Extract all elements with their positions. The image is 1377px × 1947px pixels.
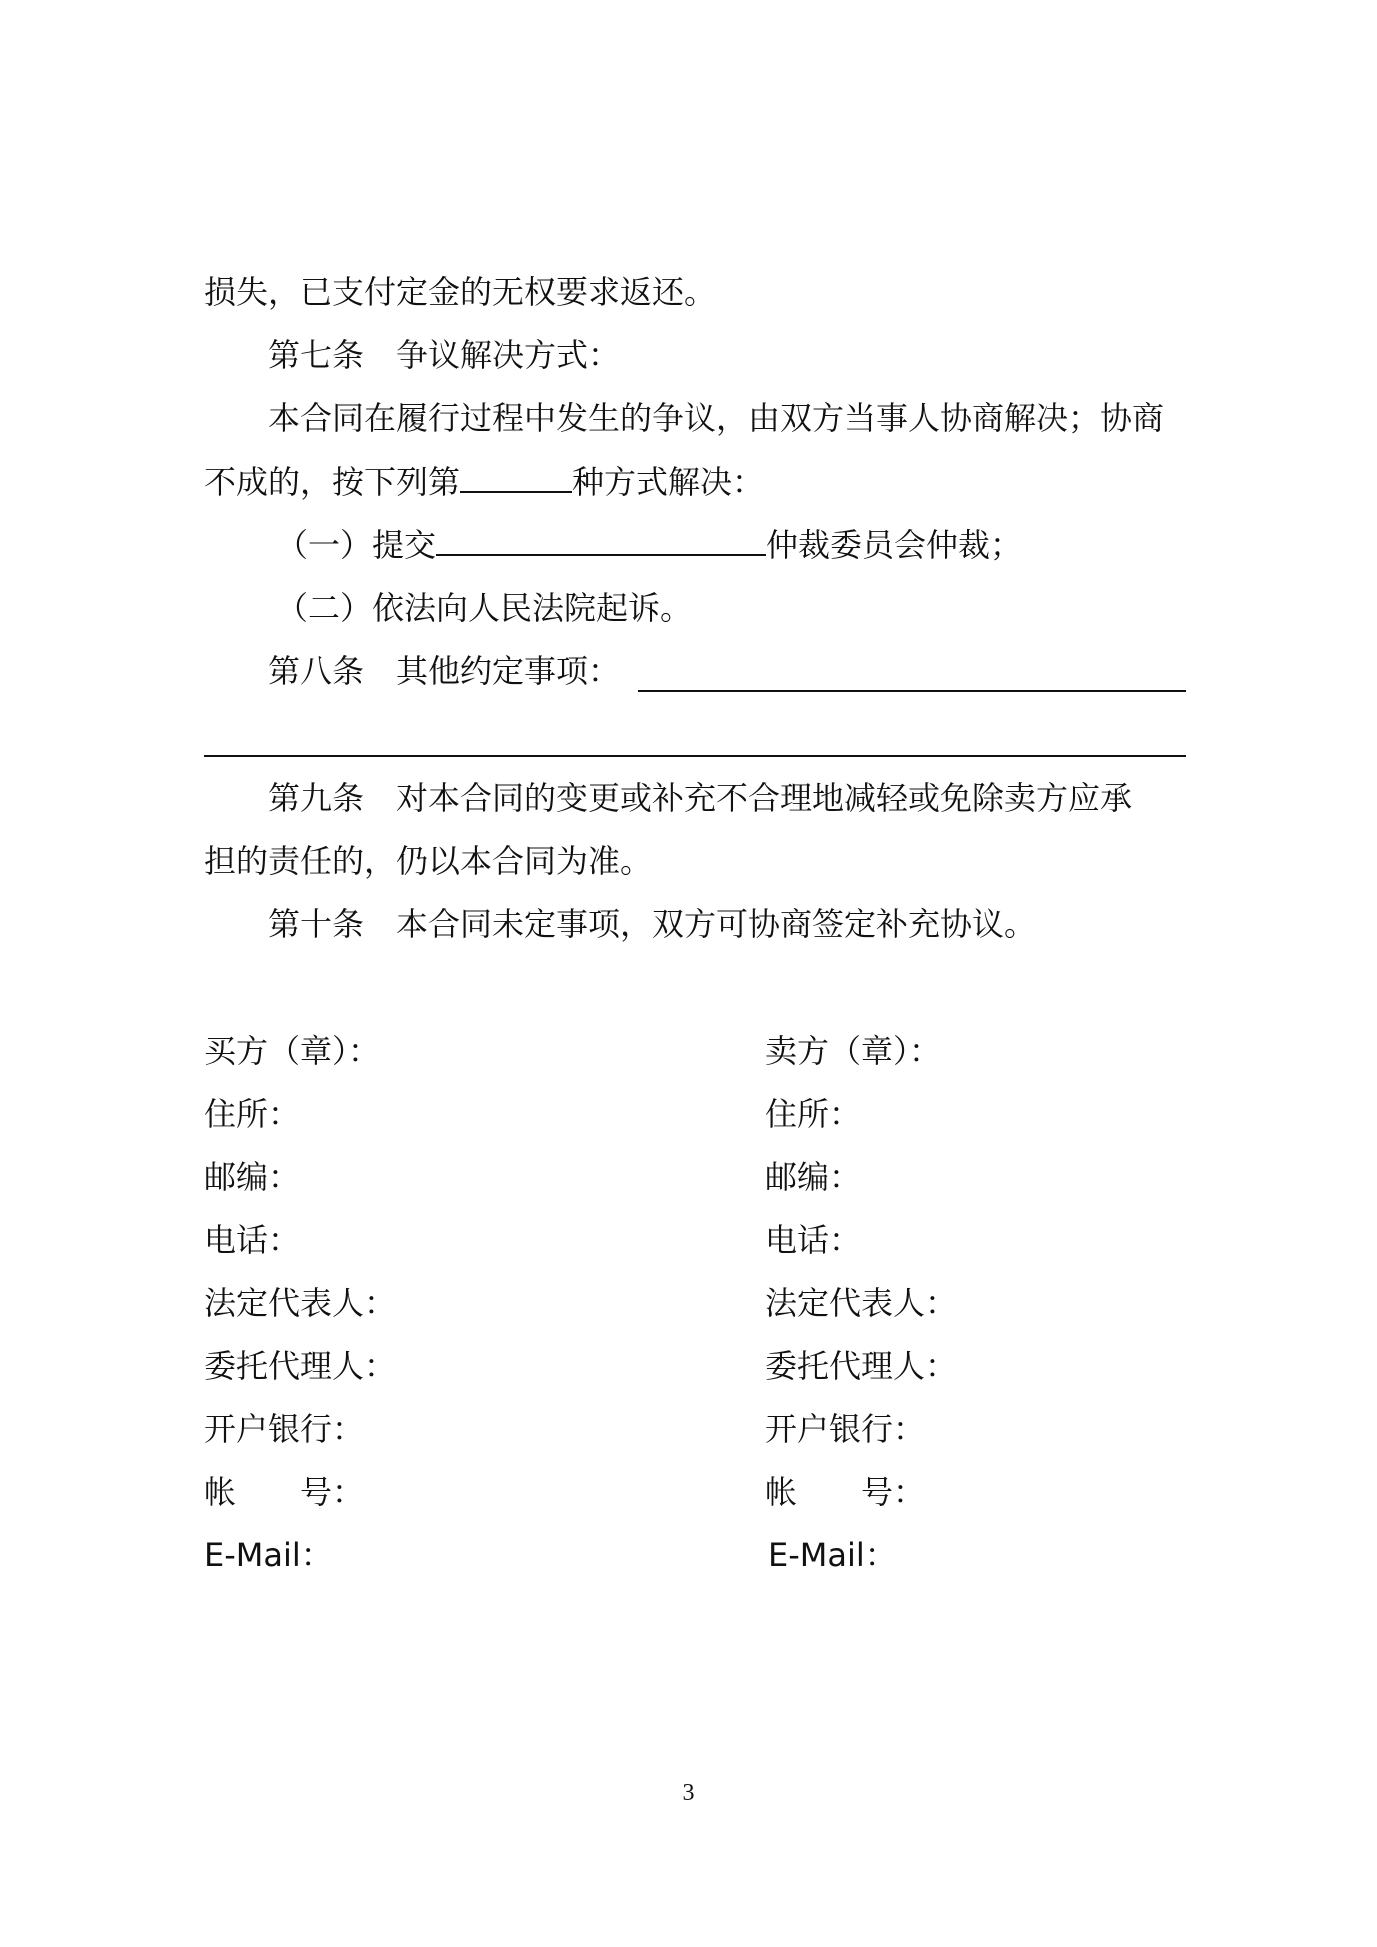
article-7-title: 争议解决方式： <box>396 336 621 374</box>
other-terms-blank-line-1 <box>638 690 1186 692</box>
seller-postcode-label: 邮编： <box>765 1158 862 1196</box>
article-7-text-1: 本合同在履行过程中发生的争议，由双方当事人协商解决；协商 <box>268 399 1165 437</box>
page-number: 3 <box>682 1780 695 1806</box>
buyer-postcode-label: 邮编： <box>204 1158 301 1196</box>
seller-address-label: 住所： <box>765 1095 862 1133</box>
option-1-text-b: 仲裁委员会仲裁； <box>766 526 1023 564</box>
article-9-text-1: 对本合同的变更或补充不合理地减轻或免除卖方应承 <box>396 779 1133 817</box>
article-10 <box>268 904 1036 944</box>
article-9-number: 第九条 <box>268 779 365 817</box>
buyer-party-label: 买方（章）： <box>204 1032 381 1070</box>
article-7-text-2a: 不成的，按下列第 <box>204 463 461 501</box>
buyer-address-label: 住所： <box>204 1095 301 1133</box>
buyer-phone-label: 电话： <box>204 1221 301 1259</box>
seller-account-label <box>765 1472 925 1512</box>
seller-email-label: E-Mail： <box>768 1536 897 1574</box>
buyer-account-label <box>204 1472 364 1512</box>
article-7-heading <box>268 335 620 375</box>
option-2-text: （二）依法向人民法院起诉。 <box>276 589 693 627</box>
buyer-legal-rep-label: 法定代表人： <box>204 1284 397 1322</box>
buyer-account-label-a: 帐 <box>204 1473 237 1511</box>
buyer-account-label-b: 号： <box>300 1473 365 1511</box>
article-7-line-1 <box>268 398 1164 438</box>
other-terms-blank-line-2 <box>204 755 1186 757</box>
buyer-bank-label: 开户银行： <box>204 1410 365 1448</box>
article-10-text: 本合同未定事项，双方可协商签定补充协议。 <box>396 905 1037 943</box>
article-7-number: 第七条 <box>268 336 365 374</box>
article-8-heading <box>268 651 620 691</box>
buyer-agent-label: 委托代理人： <box>204 1347 397 1385</box>
option-2-litigation <box>276 588 692 628</box>
article-9-line-2 <box>204 841 652 881</box>
article-9-text-2: 担的责任的，仍以本合同为准。 <box>204 842 653 880</box>
arbitration-commission-blank <box>436 524 766 556</box>
article-8-title: 其他约定事项： <box>396 652 621 690</box>
seller-account-label-a: 帐 <box>765 1473 798 1511</box>
article-10-number: 第十条 <box>268 905 365 943</box>
paragraph-text: 损失，已支付定金的无权要求返还。 <box>204 273 717 311</box>
seller-legal-rep-label: 法定代表人： <box>765 1284 958 1322</box>
article-7-text-2b: 种方式解决： <box>572 463 765 501</box>
seller-party-label: 卖方（章）： <box>765 1032 942 1070</box>
option-1-arbitration <box>276 524 1022 565</box>
seller-bank-label: 开户银行： <box>765 1410 926 1448</box>
seller-agent-label: 委托代理人： <box>765 1347 958 1385</box>
option-1-text-a: （一）提交 <box>276 526 437 564</box>
article-8-number: 第八条 <box>268 652 365 690</box>
article-7-line-2 <box>204 461 764 502</box>
seller-account-label-b: 号： <box>861 1473 926 1511</box>
seller-phone-label: 电话： <box>765 1221 862 1259</box>
buyer-email-label: E-Mail： <box>204 1536 333 1574</box>
paragraph-deposit-loss <box>204 272 716 312</box>
article-9-line-1 <box>268 778 1132 818</box>
method-number-blank <box>460 461 572 493</box>
